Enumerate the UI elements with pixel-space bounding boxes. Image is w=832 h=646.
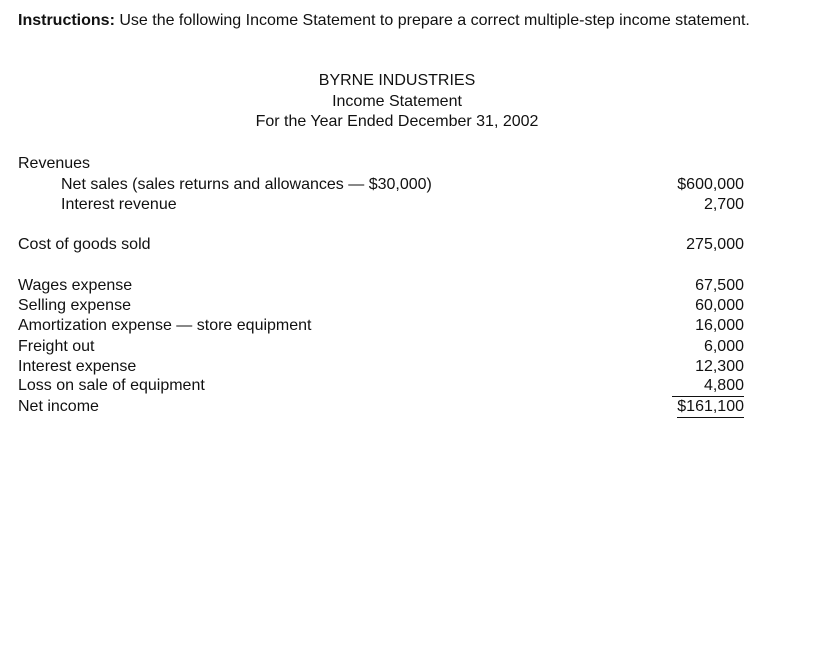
statement-title: Income Statement — [332, 93, 462, 110]
expense-amount: 67,500 — [695, 277, 744, 294]
interest-revenue-label: Interest revenue — [61, 196, 177, 213]
expense-label: Interest expense — [18, 358, 137, 375]
interest-revenue-amount: 2,700 — [703, 196, 744, 213]
expense-label: Amortization expense — store equipment — [18, 317, 312, 334]
instructions-label: Instructions: — [18, 12, 115, 29]
revenues-heading: Revenues — [18, 155, 91, 172]
net-income-label: Net income — [18, 398, 99, 415]
expense-amount: 60,000 — [695, 297, 744, 314]
cogs-amount: 275,000 — [686, 236, 744, 253]
expense-amount: 16,000 — [695, 317, 744, 334]
expense-label: Loss on sale of equipment — [18, 377, 205, 394]
expense-amount: 6,000 — [703, 338, 744, 355]
instructions-text: Use the following Income Statement to prepare a correct multiple-step income statement. — [119, 12, 750, 29]
instructions-paragraph — [18, 11, 778, 31]
net-sales-amount: $600,000 — [677, 176, 744, 193]
expense-amount-underlined: 4,800 — [672, 376, 744, 397]
statement-period: For the Year Ended December 31, 2002 — [255, 113, 539, 130]
expense-label: Wages expense — [18, 277, 133, 294]
net-income-amount: $161,100 — [677, 397, 744, 418]
expense-label: Selling expense — [18, 297, 131, 314]
company-name: BYRNE INDUSTRIES — [318, 72, 476, 89]
expense-amount: 12,300 — [695, 358, 744, 375]
cogs-label: Cost of goods sold — [18, 236, 151, 253]
net-sales-label: Net sales (sales returns and allowances — $30,000) — [61, 176, 432, 193]
expense-label: Freight out — [18, 338, 95, 355]
